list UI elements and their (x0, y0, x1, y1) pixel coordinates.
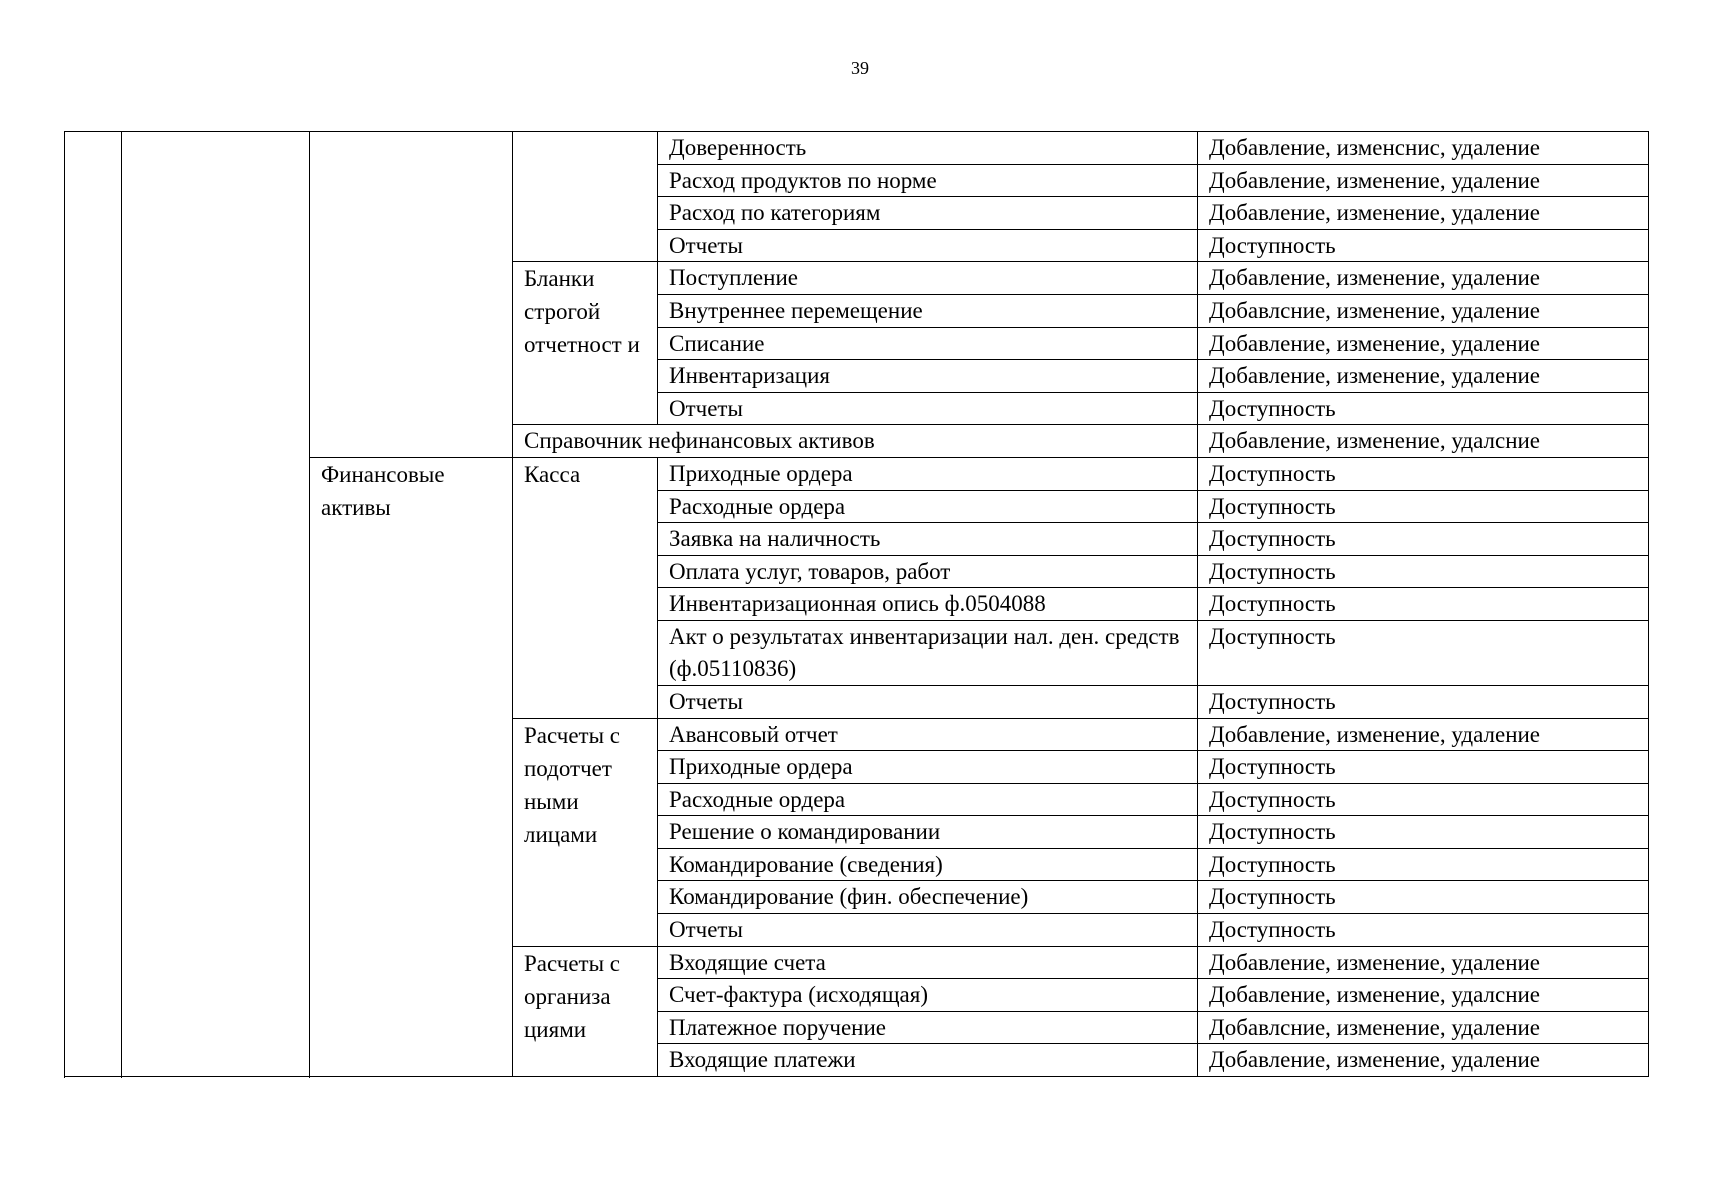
access-cell: Добавление, изменение, удаление (1198, 718, 1649, 751)
access-cell: Доступность (1198, 229, 1649, 262)
access-cell: Доступность (1198, 457, 1649, 490)
access-cell: Добавление, изменение, удалсние (1198, 979, 1649, 1012)
access-cell: Добавление, изменение, удаление (1198, 262, 1649, 295)
empty-cell (122, 132, 310, 1077)
access-cell: Доступность (1198, 848, 1649, 881)
access-cell: Доступность (1198, 555, 1649, 588)
access-cell: Добавлсние, изменение, удаление (1198, 1011, 1649, 1044)
item-cell: Оплата услуг, товаров, работ (658, 555, 1198, 588)
item-cell: Расход по категориям (658, 197, 1198, 230)
access-cell: Доступность (1198, 783, 1649, 816)
item-cell: Приходные ордера (658, 751, 1198, 784)
empty-cell (65, 132, 122, 1077)
item-cell: Инвентаризационная опись ф.0504088 (658, 588, 1198, 621)
access-cell: Доступность (1198, 816, 1649, 849)
item-cell: Отчеты (658, 685, 1198, 718)
access-cell: Доступность (1198, 620, 1649, 685)
access-cell: Доступность (1198, 914, 1649, 947)
access-cell: Доступность (1198, 685, 1649, 718)
item-cell: Входящие платежи (658, 1044, 1198, 1077)
item-cell: Отчеты (658, 914, 1198, 947)
empty-cell (513, 132, 658, 262)
item-cell: Расход продуктов по норме (658, 164, 1198, 197)
item-cell: Счет-фактура (исходящая) (658, 979, 1198, 1012)
item-cell: Списание (658, 327, 1198, 360)
page-number: 39 (851, 58, 869, 78)
item-cell: Авансовый отчет (658, 718, 1198, 751)
item-cell: Расходные ордера (658, 490, 1198, 523)
access-cell: Доступность (1198, 490, 1649, 523)
access-cell: Доступность (1198, 588, 1649, 621)
access-cell: Добавление, изменение, удаление (1198, 1044, 1649, 1077)
access-cell: Доступность (1198, 523, 1649, 556)
item-cell: Командирование (фин. обеспечение) (658, 881, 1198, 914)
nonfinancial-assets-directory: Справочник нефинансовых активов (513, 425, 1198, 458)
access-cell: Доступность (1198, 751, 1649, 784)
subgroup-cash: Касса (513, 457, 658, 718)
empty-cell (310, 132, 513, 458)
item-cell: Заявка на наличность (658, 523, 1198, 556)
access-cell: Добавление, изменение, удаление (1198, 360, 1649, 393)
access-cell: Добавление, изменение, удаление (1198, 164, 1649, 197)
access-cell: Добавление, изменение, удаление (1198, 197, 1649, 230)
subgroup-organizations: Расчеты с организа циями (513, 946, 658, 1076)
access-rights-table (64, 131, 1649, 1077)
access-cell: Доступность (1198, 881, 1649, 914)
access-cell: Доступность (1198, 392, 1649, 425)
access-cell: Добавление, изменение, удаление (1198, 327, 1649, 360)
item-cell: Расходные ордера (658, 783, 1198, 816)
table-row (65, 132, 1649, 165)
item-cell: Приходные ордера (658, 457, 1198, 490)
access-cell: Добавление, изменснис, удаление (1198, 132, 1649, 165)
subgroup-strict-forms: Бланки строгой отчетност и (513, 262, 658, 425)
subgroup-accountable-persons: Расчеты с подотчет ными лицами (513, 718, 658, 946)
item-cell: Отчеты (658, 392, 1198, 425)
access-cell: Добавлсние, изменение, удаление (1198, 294, 1649, 327)
access-cell: Добавление, изменение, удалсние (1198, 425, 1649, 458)
item-cell: Поступление (658, 262, 1198, 295)
item-cell: Инвентаризация (658, 360, 1198, 393)
item-cell: Командирование (сведения) (658, 848, 1198, 881)
item-cell: Доверенность (658, 132, 1198, 165)
item-cell: Внутреннее перемещение (658, 294, 1198, 327)
access-cell: Добавление, изменение, удаление (1198, 946, 1649, 979)
item-cell: Входящие счета (658, 946, 1198, 979)
item-cell: Акт о результатах инвентаризации нал. ден. средств (ф.05110836) (658, 620, 1198, 685)
item-cell: Решение о командировании (658, 816, 1198, 849)
group-financial-assets: Финансовые активы (310, 457, 513, 1076)
item-cell: Отчеты (658, 229, 1198, 262)
item-cell: Платежное поручение (658, 1011, 1198, 1044)
